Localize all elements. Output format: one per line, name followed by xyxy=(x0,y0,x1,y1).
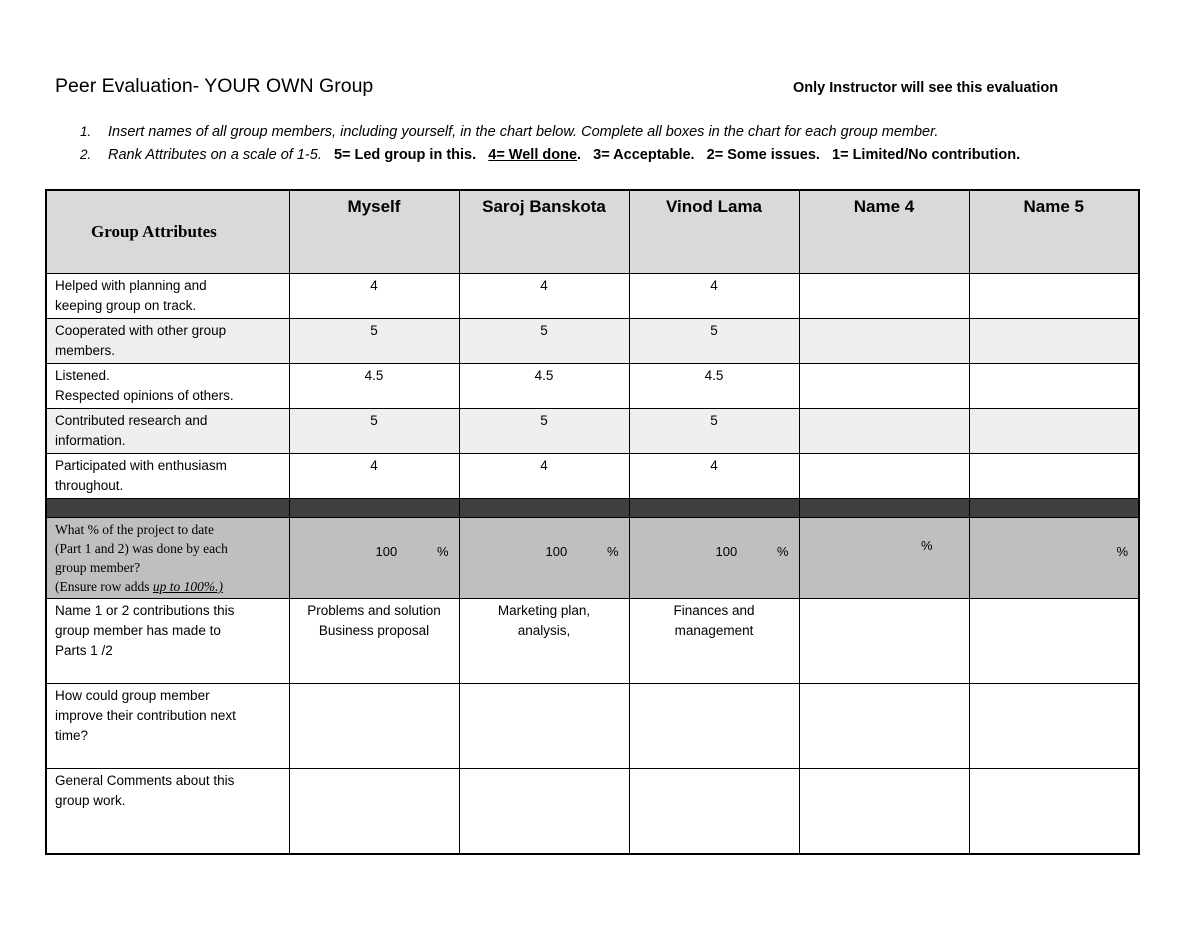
label-line: Parts 1 /2 xyxy=(55,643,113,658)
contribution-cell[interactable] xyxy=(799,599,969,684)
table-row xyxy=(46,274,1139,319)
rating-cell[interactable] xyxy=(969,274,1139,319)
contribution-cell[interactable] xyxy=(289,599,459,684)
scale-2: 2= Some issues. xyxy=(706,147,820,163)
rating-cell[interactable]: 4 xyxy=(289,274,459,319)
comments-label xyxy=(46,769,289,855)
contribution-cell[interactable] xyxy=(969,599,1139,684)
instruction-item-1 xyxy=(80,122,1020,145)
rating-cell[interactable]: 5 xyxy=(629,409,799,454)
scale-1: 1= Limited/No contribution. xyxy=(832,147,1021,163)
attribute-label xyxy=(46,364,289,409)
separator-cell xyxy=(459,499,629,518)
member-header-4[interactable]: Name 4 xyxy=(799,190,969,274)
comments-cell[interactable] xyxy=(289,769,459,855)
label-line: group member has made to xyxy=(55,623,221,638)
label-line: improve their contribution next xyxy=(55,708,236,723)
rating-cell[interactable]: 4 xyxy=(629,454,799,499)
label-line: members. xyxy=(55,343,116,358)
contribution-line: Business proposal xyxy=(318,623,430,638)
separator-cell xyxy=(799,499,969,518)
improvement-cell[interactable] xyxy=(289,684,459,769)
rating-cell[interactable]: 4.5 xyxy=(289,364,459,409)
instructor-note: Only Instructor will see this evaluation xyxy=(793,80,1059,96)
contribution-line: Finances and xyxy=(673,603,755,618)
comments-cell[interactable] xyxy=(459,769,629,855)
rating-cell[interactable] xyxy=(969,409,1139,454)
table-row xyxy=(46,409,1139,454)
label-line: Helped with planning and xyxy=(55,278,207,293)
member-header-myself[interactable]: Myself xyxy=(289,190,459,274)
contributions-label xyxy=(46,599,289,684)
percent-cell[interactable] xyxy=(629,518,799,599)
rating-cell[interactable]: 4 xyxy=(629,274,799,319)
percent-value: 100 xyxy=(545,544,568,559)
instruction-number-1: 1. xyxy=(80,124,92,139)
attribute-label xyxy=(46,319,289,364)
separator-cell xyxy=(629,499,799,518)
improvement-row xyxy=(46,684,1139,769)
percent-cell[interactable] xyxy=(799,518,969,599)
member-header-3[interactable]: Vinod Lama xyxy=(629,190,799,274)
contribution-line: management xyxy=(674,623,754,638)
separator-cell xyxy=(46,499,289,518)
label-line: Cooperated with other group xyxy=(55,323,227,338)
rank-scale-intro: Rank Attributes on a scale of 1-5. xyxy=(108,147,322,163)
separator-cell xyxy=(289,499,459,518)
rating-cell[interactable]: 5 xyxy=(289,409,459,454)
label-line: What % of the project to date xyxy=(55,522,214,537)
label-line: Listened. xyxy=(55,368,110,383)
rating-cell[interactable]: 5 xyxy=(459,319,629,364)
instruction-text-1: Insert names of all group members, including yourself, in the chart below. Complete all boxes in the chart for each group member. xyxy=(108,124,939,140)
percent-cell[interactable] xyxy=(459,518,629,599)
instruction-item-2 xyxy=(80,145,1020,168)
label-line: information. xyxy=(55,433,126,448)
instructions-list xyxy=(80,122,1020,168)
scale-4-period: . xyxy=(577,147,582,163)
percent-label xyxy=(46,518,289,599)
peer-evaluation-table xyxy=(45,189,1140,855)
rating-cell[interactable]: 4 xyxy=(289,454,459,499)
table-row xyxy=(46,364,1139,409)
scale-3: 3= Acceptable. xyxy=(593,147,695,163)
comments-cell[interactable] xyxy=(629,769,799,855)
attribute-label xyxy=(46,274,289,319)
improvement-label xyxy=(46,684,289,769)
rating-cell[interactable]: 4 xyxy=(459,274,629,319)
comments-row xyxy=(46,769,1139,855)
rating-cell[interactable]: 4.5 xyxy=(629,364,799,409)
rating-cell[interactable] xyxy=(799,364,969,409)
comments-cell[interactable] xyxy=(969,769,1139,855)
rating-cell[interactable]: 4.5 xyxy=(459,364,629,409)
rating-cell[interactable] xyxy=(799,274,969,319)
label-line: (Part 1 and 2) was done by each xyxy=(55,541,228,556)
label-line: How could group member xyxy=(55,688,210,703)
label-line: Name 1 or 2 contributions this xyxy=(55,603,235,618)
contribution-line: analysis, xyxy=(517,623,571,638)
rating-cell[interactable] xyxy=(799,409,969,454)
improvement-cell[interactable] xyxy=(799,684,969,769)
label-emphasis: up to 100%.) xyxy=(152,579,223,594)
label-line: Respected opinions of others. xyxy=(55,388,234,403)
contribution-line: Marketing plan, xyxy=(497,603,591,618)
percent-symbol: % xyxy=(1116,544,1128,559)
table-row xyxy=(46,319,1139,364)
header-row xyxy=(46,190,1139,274)
contribution-cell[interactable] xyxy=(459,599,629,684)
label-line: time? xyxy=(55,728,89,743)
contributions-row xyxy=(46,599,1139,684)
rating-cell[interactable]: 5 xyxy=(459,409,629,454)
improvement-cell[interactable] xyxy=(969,684,1139,769)
member-header-2[interactable]: Saroj Banskota xyxy=(459,190,629,274)
rating-cell[interactable] xyxy=(969,364,1139,409)
label-line: (Ensure row adds xyxy=(55,579,153,594)
rating-cell[interactable] xyxy=(799,319,969,364)
label-line: throughout. xyxy=(55,478,124,493)
separator-row xyxy=(46,499,1139,518)
table-row xyxy=(46,454,1139,499)
separator-cell xyxy=(969,499,1139,518)
label-line: group member? xyxy=(55,560,141,575)
percent-row xyxy=(46,518,1139,599)
contribution-line: Problems and solution xyxy=(307,603,441,618)
percent-symbol: % xyxy=(920,538,933,553)
contribution-cell[interactable] xyxy=(629,599,799,684)
attributes-header: Group Attributes xyxy=(46,190,289,274)
rating-cell[interactable]: 4 xyxy=(459,454,629,499)
comments-cell[interactable] xyxy=(799,769,969,855)
percent-symbol: % xyxy=(776,544,789,559)
scale-5: 5= Led group in this. xyxy=(333,147,477,163)
rating-cell[interactable] xyxy=(969,454,1139,499)
instruction-number-2: 2. xyxy=(80,147,92,162)
percent-symbol: % xyxy=(436,544,449,559)
label-line: Contributed research and xyxy=(55,413,208,428)
improvement-cell[interactable] xyxy=(629,684,799,769)
improvement-cell[interactable] xyxy=(459,684,629,769)
member-header-5[interactable]: Name 5 xyxy=(969,190,1139,274)
rating-cell[interactable]: 5 xyxy=(289,319,459,364)
percent-value: 100 xyxy=(715,544,738,559)
scale-4: 4= Well done xyxy=(488,147,578,163)
percent-symbol: % xyxy=(606,544,619,559)
rating-cell[interactable]: 5 xyxy=(629,319,799,364)
label-line: General Comments about this xyxy=(55,773,235,788)
label-line: keeping group on track. xyxy=(55,298,197,313)
rating-cell[interactable] xyxy=(799,454,969,499)
attribute-label xyxy=(46,409,289,454)
rating-cell[interactable] xyxy=(969,319,1139,364)
label-line: group work. xyxy=(55,793,126,808)
attribute-label xyxy=(46,454,289,499)
percent-cell[interactable] xyxy=(969,518,1139,599)
page-title: Peer Evaluation- YOUR OWN Group xyxy=(55,75,374,97)
label-line: Participated with enthusiasm xyxy=(55,458,227,473)
percent-value: 100 xyxy=(375,544,398,559)
percent-cell[interactable] xyxy=(289,518,459,599)
